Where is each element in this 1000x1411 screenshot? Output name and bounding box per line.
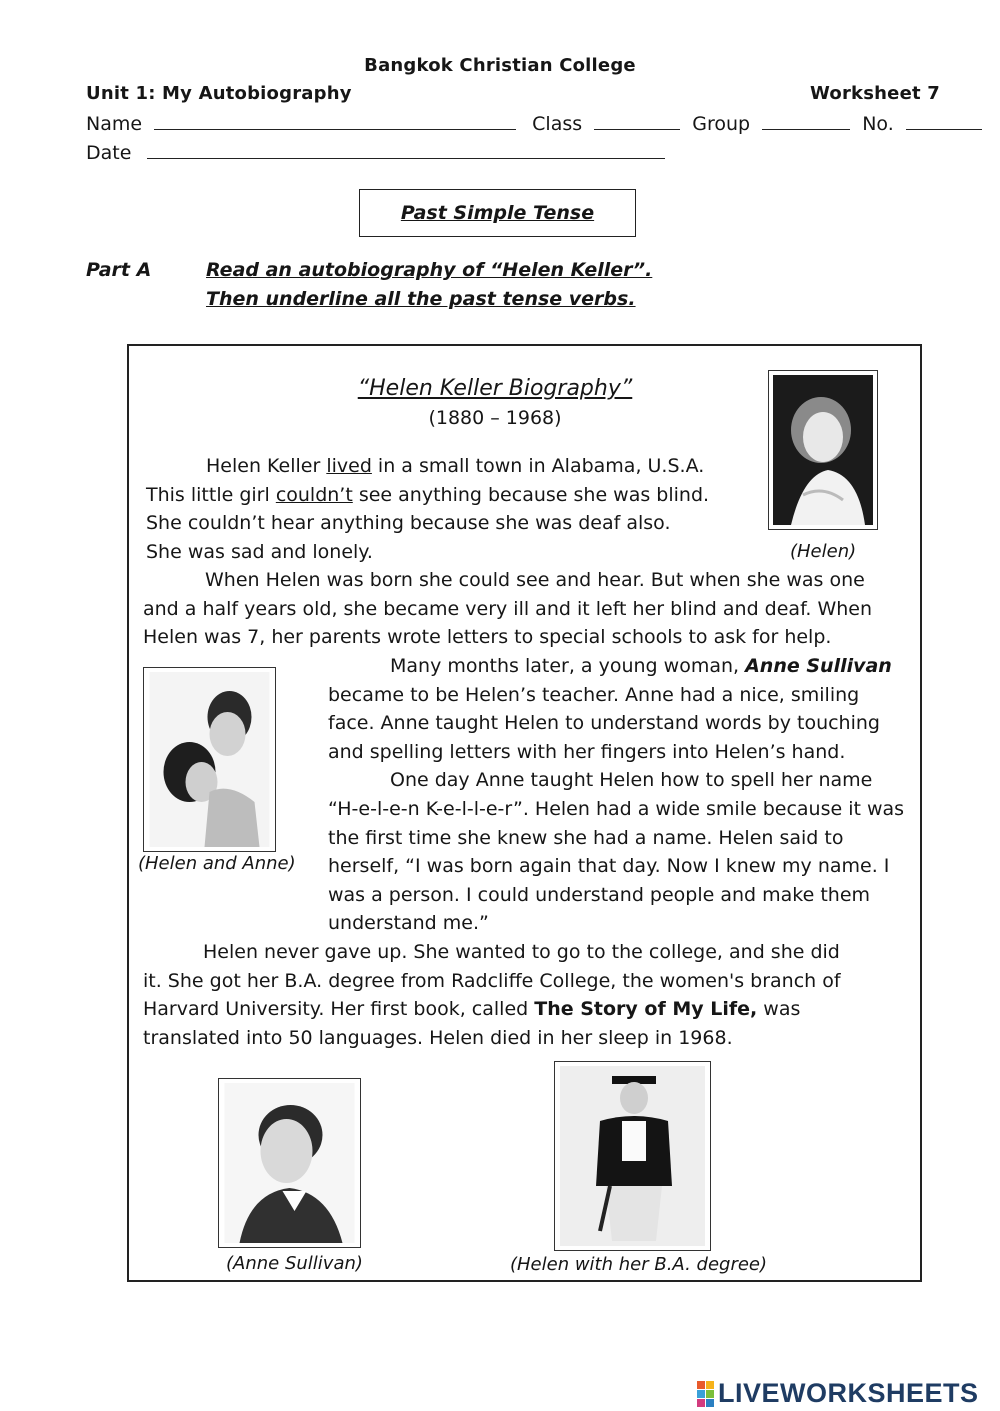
student-info-row xyxy=(86,111,982,135)
story-paragraph-anne: Many months later, a young woman, Anne Sullivan became to be Helen’s teacher. Anne had a nice, smiling face. Anne taught Helen to understand words by touching and spelling letters with her fingers into Helen’s hand. xyxy=(328,655,892,763)
helen-photo xyxy=(768,370,878,530)
helen-portrait-image xyxy=(773,375,873,525)
book-title: The Story of My Life, xyxy=(534,998,758,1021)
past-verb-couldnt[interactable]: couldn’t xyxy=(275,483,353,506)
group-field[interactable] xyxy=(762,111,850,130)
story-line-4: She was sad and lonely. xyxy=(146,540,373,563)
helen-anne-photo xyxy=(143,667,276,852)
helen-degree-photo xyxy=(554,1061,711,1251)
story-title xyxy=(300,376,690,401)
caption-helen-anne: (Helen and Anne) xyxy=(138,853,296,874)
class-label: Class xyxy=(532,113,583,135)
date-label: Date xyxy=(86,142,132,164)
no-field[interactable] xyxy=(906,111,982,130)
part-a-label: Part A xyxy=(86,259,152,281)
section-title-box xyxy=(359,189,636,237)
part-a-instruction-1: Read an autobiography of “Helen Keller”. xyxy=(206,259,653,281)
part-a-instruction-2: Then underline all the past tense verbs. xyxy=(206,288,636,310)
no-label: No. xyxy=(862,113,894,135)
name-field[interactable] xyxy=(154,111,516,130)
group-label: Group xyxy=(692,113,751,135)
anne-sullivan-name: Anne Sullivan xyxy=(745,655,892,677)
anne-sullivan-image xyxy=(223,1083,356,1243)
story-line-3: She couldn’t hear anything because she was deaf also. xyxy=(146,512,671,535)
story-paragraph-birth: When Helen was born she could see and hear. But when she was one and a half years old, she became very ill and it left her blind and deaf. When Helen was 7, her parents wrote letters to special schools to ask for help. xyxy=(143,569,873,649)
story-years: (1880 – 1968) xyxy=(428,407,562,429)
school-name: Bangkok Christian College xyxy=(364,55,636,76)
story-paragraph-name: One day Anne taught Helen how to spell her name “H-e-l-e-n K-e-l-l-e-r”. Helen had a wide smile because it was the first time she knew she had a name. Helen said to herself, “I was born again that day. Now I knew my name. I was a person. I could understand people and make them understand me.” xyxy=(328,769,905,935)
story-line-1: Helen Keller lived in a small town in Alabama, U.S.A. xyxy=(206,455,705,477)
helen-anne-image xyxy=(148,672,271,847)
caption-helen: (Helen) xyxy=(790,541,857,562)
story-line-2: This little girl couldn’t see anything because she was blind. xyxy=(146,483,710,506)
worksheet-number: Worksheet 7 xyxy=(810,83,940,104)
unit-title: Unit 1: My Autobiography xyxy=(86,83,352,104)
date-row xyxy=(86,140,665,164)
footer-brand-text[interactable]: LIVEWORKSHEETS xyxy=(718,1378,979,1408)
caption-helen-degree: (Helen with her B.A. degree) xyxy=(510,1254,768,1275)
class-field[interactable] xyxy=(594,111,680,130)
liveworksheets-logo-icon xyxy=(697,1381,714,1407)
helen-degree-image xyxy=(559,1066,706,1246)
story-anne-section xyxy=(328,652,908,938)
name-label: Name xyxy=(86,113,143,135)
footer-brand xyxy=(697,1378,979,1409)
section-title: Past Simple Tense xyxy=(400,202,595,224)
story-title-text: “Helen Keller Biography” xyxy=(357,376,633,401)
anne-sullivan-photo xyxy=(218,1078,361,1248)
date-field[interactable] xyxy=(147,140,665,159)
story-paragraph-college: Helen never gave up. She wanted to go to the college, and she did it. She got her B.A. degree from Radcliffe College, the women's branch of Harvard University. Her first book, called The Story of My Life, was translated into 50 languages. Helen died in her sleep in 1968. xyxy=(143,941,841,1049)
story-intro xyxy=(146,452,756,566)
past-verb-lived[interactable]: lived xyxy=(326,455,372,477)
caption-anne-sullivan: (Anne Sullivan) xyxy=(226,1253,363,1274)
